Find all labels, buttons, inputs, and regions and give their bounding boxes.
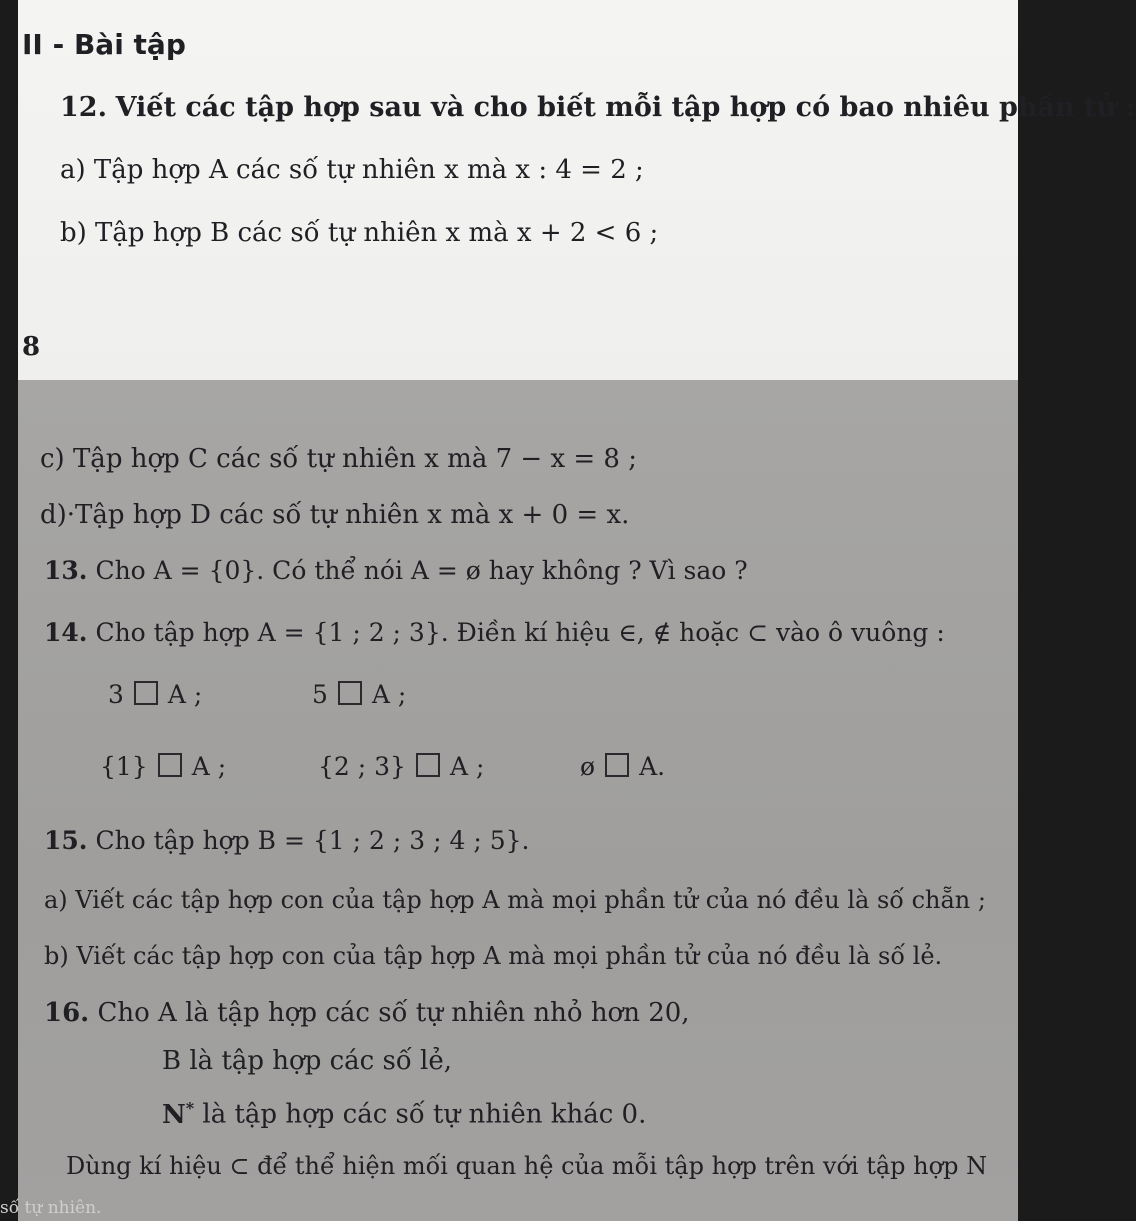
element-label: ø [580,752,596,781]
set-label: A ; [449,752,485,781]
exercise-16-line4: Dùng kí hiệu ⊂ để thể hiện mối quan hệ của mỗi tập hợp trên với tập hợp N [66,1152,988,1180]
exercise-12a: a) Tập hợp A các số tự nhiên x mà x : 4 = 2 ; [60,155,644,185]
exercise-13 [44,556,748,585]
set-label: A ; [371,680,407,709]
answer-box[interactable] [416,753,440,777]
exercise-text: Cho A = {0}. Có thể nói A = ø hay không ? Vì sao ? [95,556,748,585]
fill-item [318,752,484,781]
exercise-text: là tập hợp các số tự nhiên khác 0. [202,1099,647,1130]
fill-item [580,752,665,781]
exercise-number: 15. [44,826,88,855]
answer-box[interactable] [605,753,629,777]
element-label: 3 [108,680,124,709]
exercise-14 [44,618,945,647]
exercise-text: Cho tập hợp B = {1 ; 2 ; 3 ; 4 ; 5}. [95,826,530,855]
section-title: II - Bài tập [22,28,186,61]
exercise-number: 16. [44,998,90,1028]
set-label: A ; [167,680,203,709]
exercise-15 [44,826,529,855]
exercise-text: Cho A là tập hợp các số tự nhiên nhỏ hơn 20, [97,998,690,1028]
exercise-12c: c) Tập hợp C các số tự nhiên x mà 7 − x = 8 ; [40,444,637,474]
exercise-16-line2: B là tập hợp các số lẻ, [162,1046,452,1076]
exercise-text: Cho tập hợp A = {1 ; 2 ; 3}. Điền kí hiệu ∈, ∉ hoặc ⊂ vào ô vuông : [95,618,945,647]
exercise-12b: b) Tập hợp B các số tự nhiên x mà x + 2 < 6 ; [60,218,659,248]
exercise-number: 12. [60,92,107,123]
cut-off-text: số tự nhiên. [0,1198,102,1218]
set-label: A. [639,752,666,781]
exercise-text: Viết các tập hợp sau và cho biết mỗi tập hợp có bao nhiêu phần tử : [115,92,1136,123]
exercise-15b: b) Viết các tập hợp con của tập hợp A mà mọi phần tử của nó đều là số lẻ. [44,942,943,970]
answer-box[interactable] [338,681,362,705]
exercise-16-line3 [162,1098,646,1130]
exercise-number: 14. [44,618,88,647]
fill-item [312,680,406,709]
exercise-12d: d)·Tập hợp D các số tự nhiên x mà x + 0 = x. [40,500,630,530]
fill-item [108,680,202,709]
exercise-number: 13. [44,556,88,585]
element-label: 5 [312,680,328,709]
page-number: 8 [22,332,41,362]
answer-box[interactable] [158,753,182,777]
element-label: {2 ; 3} [318,752,406,781]
n-star-symbol: N* [162,1098,195,1130]
exercise-12-title [60,92,1136,123]
element-label: {1} [100,752,148,781]
exercise-15a: a) Viết các tập hợp con của tập hợp A mà mọi phần tử của nó đều là số chẵn ; [44,886,986,914]
set-label: A ; [191,752,227,781]
answer-box[interactable] [134,681,158,705]
exercise-16-line1 [44,998,690,1028]
fill-item [100,752,226,781]
